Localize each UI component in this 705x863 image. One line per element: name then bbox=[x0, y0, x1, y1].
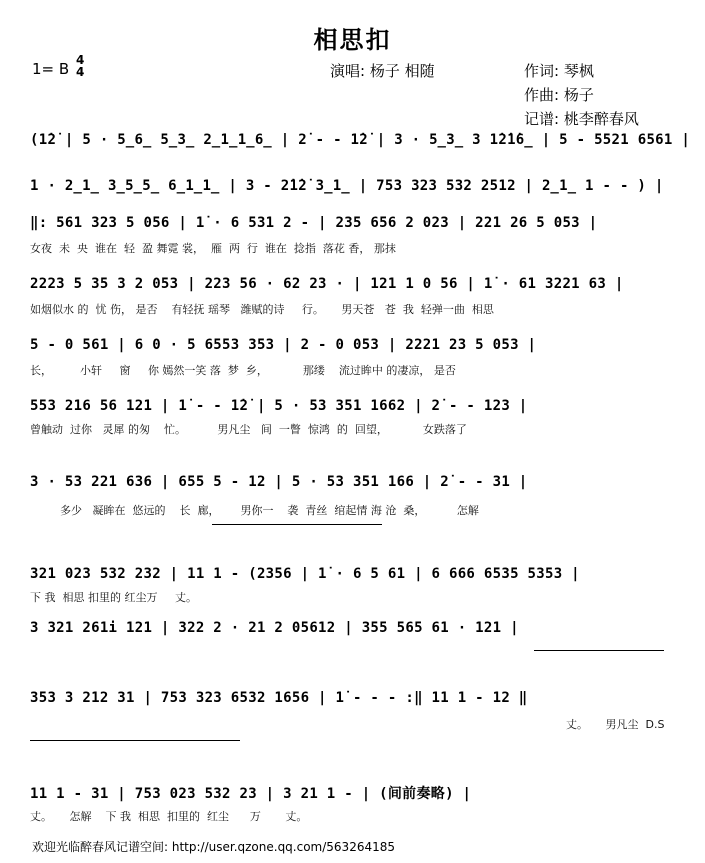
score-line-7: 3 · 53 221 636 | 655 5 - 12 | 5 · 53 351 166 | 2̇ - - 31 | bbox=[30, 474, 528, 490]
footer-text: 欢迎光临醉春风记谱空间: http://user.qzone.qq.com/563264185 bbox=[32, 840, 396, 854]
lyrics-line-10: 丈。 男凡尘 D.S bbox=[566, 718, 665, 731]
score-line-1: (1̇2̇ | 5 · 5̲6̲ 5̲3̲ 2̲1̲1̲6̲ | 2̇ - - 1̇2̇ | 3 · 5̲3̲ 3 1̇2̇1̇6̲ | 5 - 5521 6561 | bbox=[30, 132, 691, 148]
volta-bracket-3 bbox=[30, 740, 240, 741]
lyrics-line-3: 女夜 未 央 谁在 轻 盈 舞霓 裳， 雁 两 行 谁在 捻指 落花 香， 那抹 bbox=[30, 242, 396, 255]
lyrics-line-4: 如烟似水 的 忧 伤， 是否 有轻抚 瑶琴 潍赋的诗 行。 男天苍 苍 我 轻弹一曲 相思 bbox=[30, 303, 494, 316]
score-line-5: 5 - 0 561 | 6 0 · 5 6553 353 | 2 - 0 053 | 2221 23 5 053 | bbox=[30, 337, 537, 353]
singers-credit: 演唱: 杨子 相随 bbox=[330, 62, 435, 80]
score-line-10: 353 3 212 31 | 753 323 6532 1656 | 1̇ - - - :‖ 11 1 - 12 ‖ bbox=[30, 690, 528, 706]
time-signature bbox=[76, 54, 84, 78]
score-line-3: ‖: 561 323 5 056 | 1̇ · 6 531 2 - | 235 656 2 023 | 221 26 5 053 | bbox=[30, 215, 598, 231]
lyrics-line-8: 下 我 相思 扣里的 红尘万 丈。 bbox=[30, 591, 197, 604]
song-title: 相思扣 bbox=[313, 26, 392, 54]
score-line-9: 3 321 261i 121 | 322 2 · 21 2 05612 | 355 565 61 · 121 | bbox=[30, 620, 519, 636]
score-line-6: 553 216 56 121 | 1̇ - - 1̇2̇ | 5 · 53 351 1662 | 2̇ - - 123 | bbox=[30, 398, 528, 414]
lyrics-line-5: 长， 小轩 窗 你 嫣然一笑 落 梦 乡， 那缕 流过眸中 的凄凉， 是否 bbox=[30, 364, 456, 377]
lyrics-line-11: 丈。 怎解 下 我 相思 扣里的 红尘 万 丈。 bbox=[30, 810, 308, 823]
score-line-11: 11 1 - 31 | 753 023 532 23 | 3 21 1 - | (间前奏略) | bbox=[30, 786, 472, 802]
lyrics-line-6: 曾触动 过你 灵犀 的匆 忙。 男凡尘 间 一瞥 惊鸿 的 回望， 女跌落了 bbox=[30, 423, 467, 436]
score-line-8: 321 023 532 232 | 11 1 - (2356 | 1̇ · 6 5 61 | 6 666 6535 5353 | bbox=[30, 566, 580, 582]
bracket-line-chorus bbox=[212, 524, 382, 525]
lyrics-line-7: 多少 凝眸在 悠远的 长 廊， 男你一 袭 青丝 绾起情 海 沧 桑， 怎解 bbox=[60, 504, 479, 517]
composer-credit: 作曲: 杨子 bbox=[524, 86, 594, 104]
transcriber-credit: 记谱: 桃李醉春风 bbox=[524, 110, 639, 128]
score-line-2: 1 · 2̲1̲ 3̲5̲5̲ 6̲1̲1̲ | 3 - 2̇1̇2̇ 3̲1̲ | 753 323 532 2512 | 2̲1̲ 1 - - ) | bbox=[30, 178, 664, 194]
lyricist-credit: 作词: 琴枫 bbox=[524, 62, 594, 80]
meter-top: 4 bbox=[76, 53, 85, 67]
volta-bracket-2 bbox=[534, 650, 664, 651]
meter-bottom: 4 bbox=[76, 65, 85, 79]
key-signature: 1= B bbox=[32, 60, 70, 78]
score-line-4: 2223 5 35 3 2 053 | 223 56 · 62 23 · | 121 1 0 56 | 1̇ · 61 3221 63 | bbox=[30, 276, 624, 292]
